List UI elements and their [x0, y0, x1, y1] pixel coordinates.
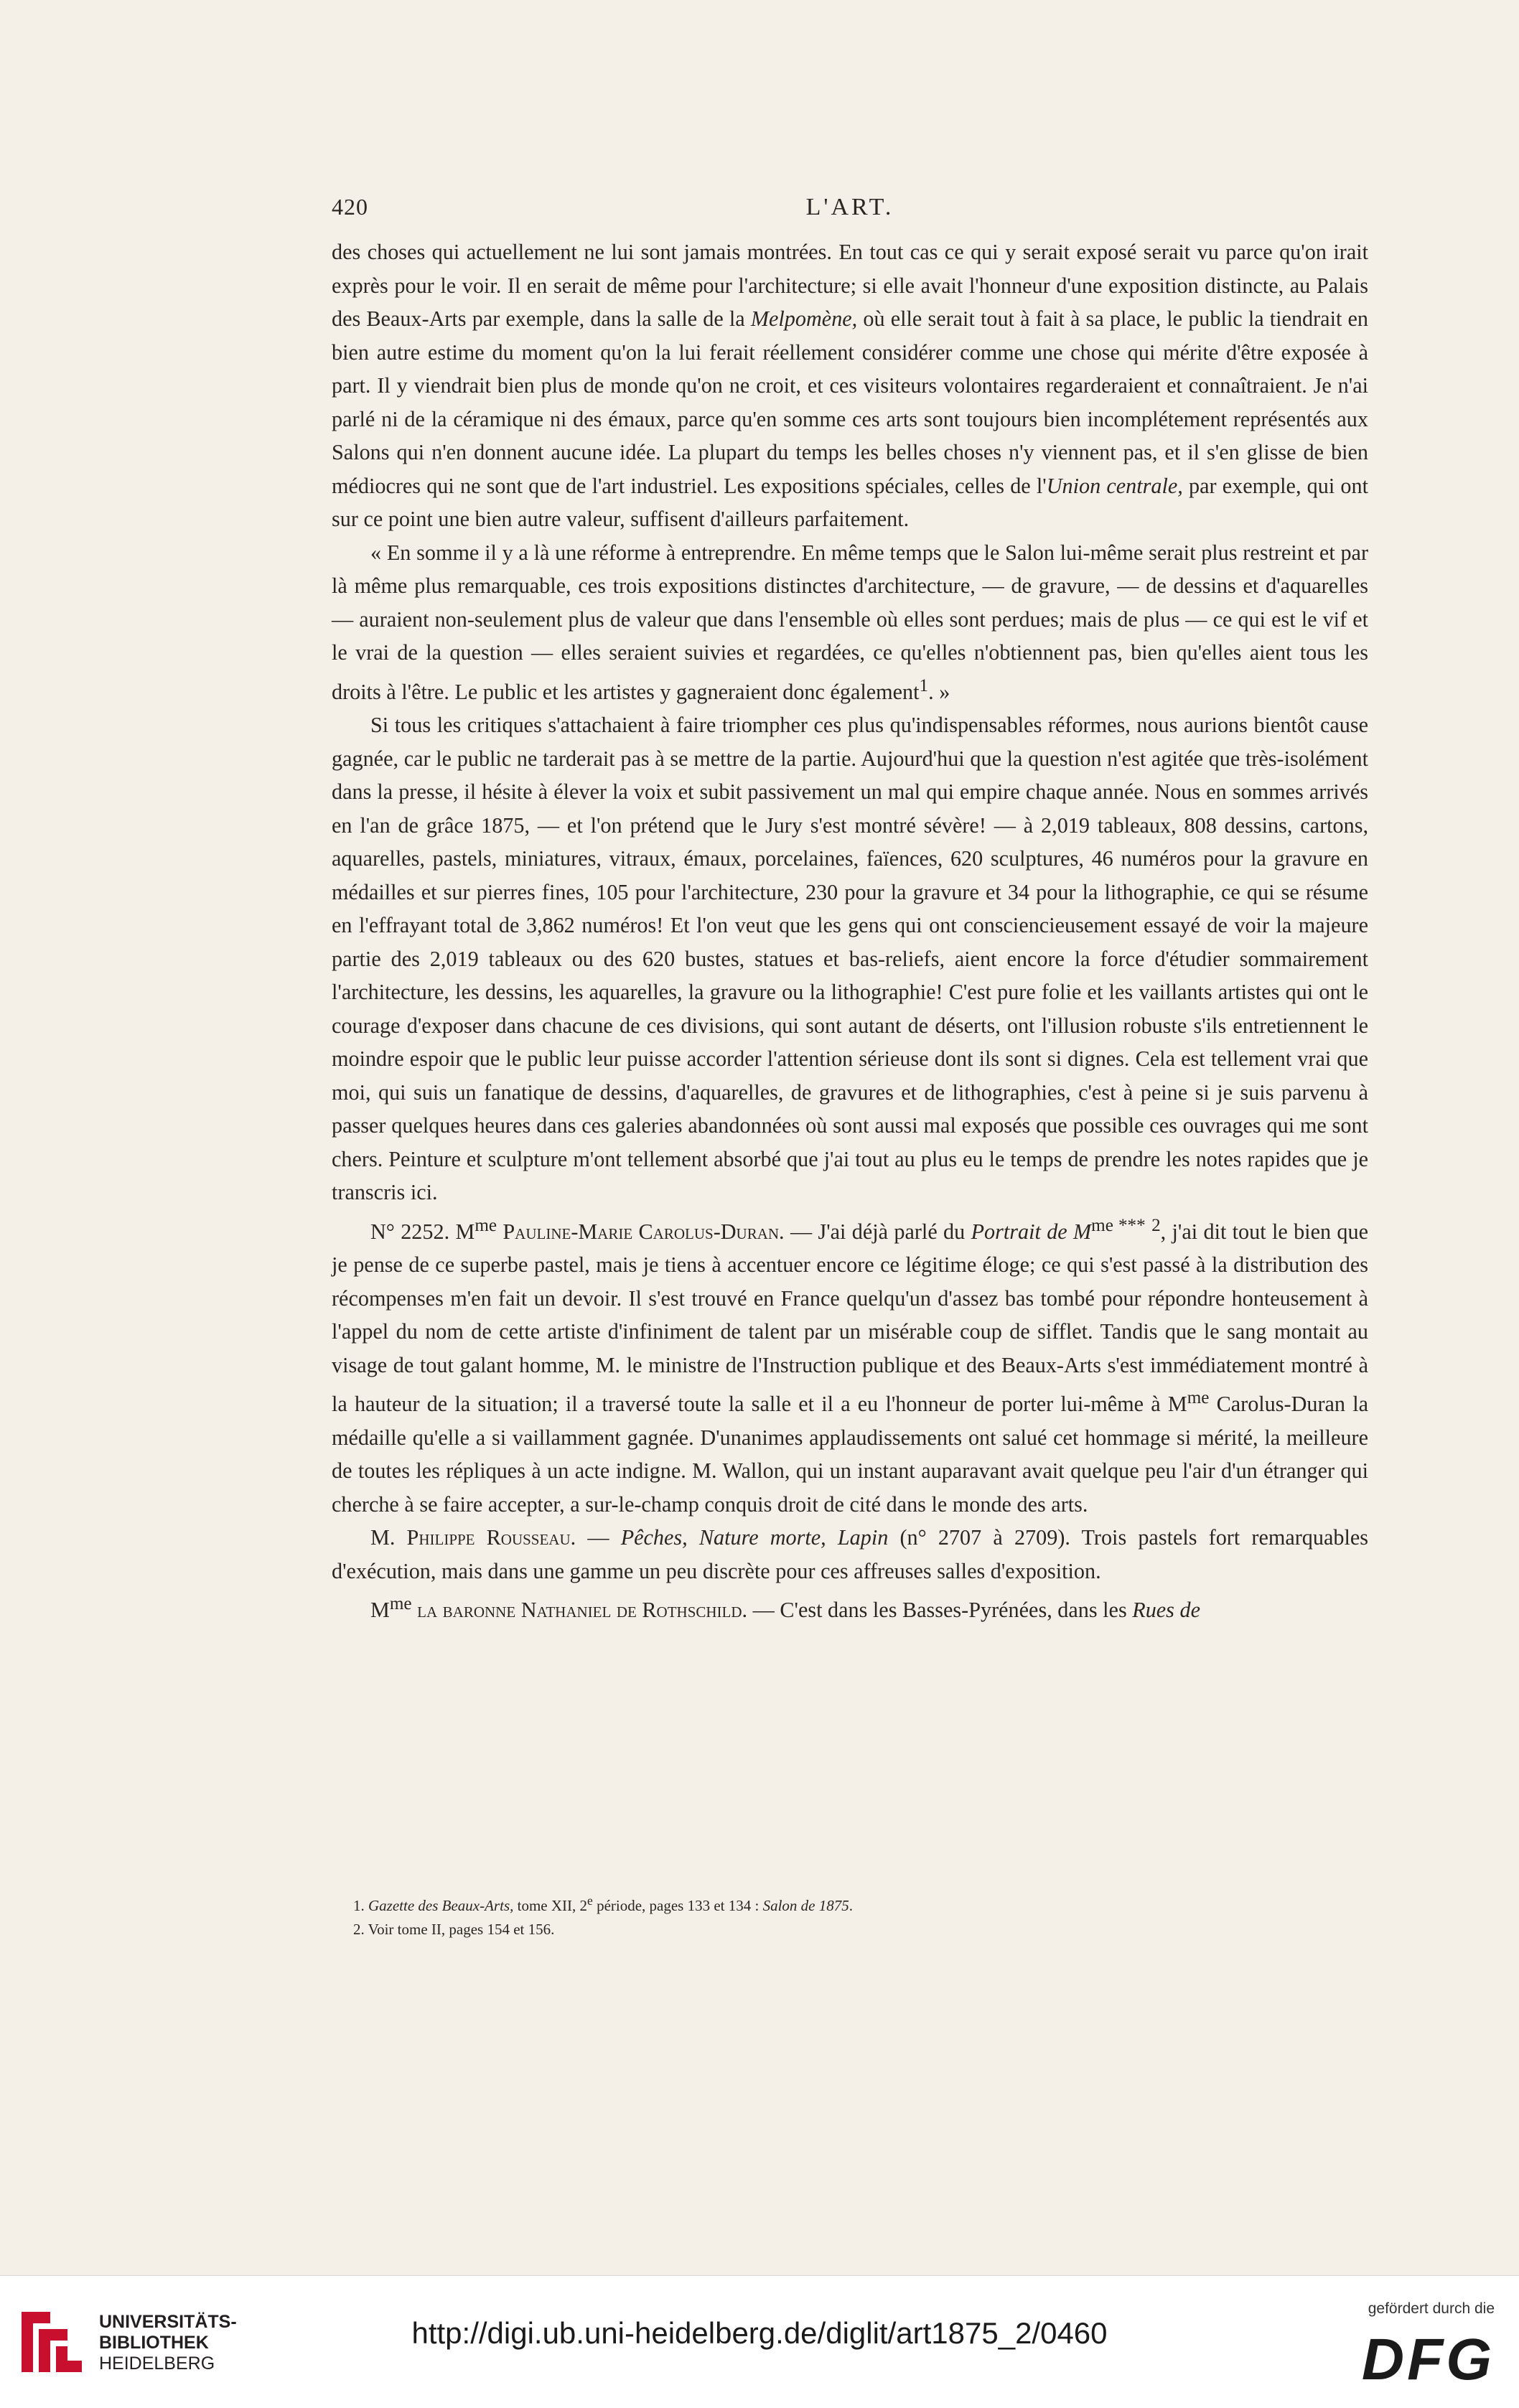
permalink-url[interactable]: http://digi.ub.uni-heidelberg.de/diglit/art1875_2/0460: [411, 2316, 1108, 2350]
italic-text: Rues de: [1132, 1598, 1200, 1623]
paragraph: [332, 1209, 1368, 1522]
text-run: par exemple, qui ont sur ce point une bien autre valeur, suffisent d'ailleurs parfaitement.: [332, 473, 1369, 531]
name-smallcaps: la baronne Nathaniel de Rothschild.: [417, 1598, 748, 1623]
name-smallcaps: Philippe Rousseau.: [406, 1525, 576, 1550]
funding-caption: gefördert durch die: [1368, 2300, 1495, 2317]
paragraph: [332, 536, 1368, 709]
text-run: « En somme il y a là une réforme à entreprendre. En même temps que le Salon lui-même serait plus restreint et par là même plus remarquable, ces trois expositions distinctes d'architecture, — de gravure, — de dessins et d'aquarelles — auraient non-seulement plus de valeur que dans l'ensemble où elles sont perdues; mais de plus — ce qui est le vif et le vrai de la question — elles seraient suivies et regardées, ce qu'elles n'obtiennent pas, bien qu'elles aient tous les droits à l'être. Le public et les artistes y gagneraient donc également: [332, 540, 1368, 704]
text-run: 2. Voir tome II, pages 154 et 156.: [353, 1921, 555, 1938]
text-run: M.: [370, 1525, 407, 1550]
italic-text: Melpomène,: [750, 306, 858, 331]
text-run: — J'ai déjà parlé du: [784, 1219, 971, 1244]
superscript: e: [587, 1893, 593, 1908]
italic-text: Salon de 1875: [762, 1897, 849, 1914]
text-run: .: [849, 1897, 853, 1914]
name-smallcaps: Pauline-Marie Carolus-Duran.: [503, 1219, 785, 1244]
footnotes: [353, 1889, 1358, 1941]
text-run: — C'est dans les Basses-Pyrénées, dans les: [747, 1598, 1133, 1623]
footnote: [353, 1889, 1358, 1918]
library-name-line: HEIDELBERG: [99, 2353, 215, 2374]
superscript: me: [475, 1215, 497, 1235]
article-body: [332, 235, 1368, 1627]
dfg-logo: DFG: [1361, 2327, 1495, 2392]
text-run: N° 2252. M: [370, 1219, 475, 1244]
italic-text: Union centrale,: [1046, 473, 1183, 498]
superscript: 1: [919, 675, 929, 695]
superscript: me ***: [1091, 1215, 1146, 1235]
text-run: Carolus-Duran la médaille qu'elle a si vaillamment gagnée. D'unanimes applaudissements ont salué cet hommage si mérité, la meilleure de toutes les répliques à un acte indigne. M. Wallon, qui un instant auparavant avait quelque peu l'air d'un étranger qui cherche à se faire accepter, a sur-le-champ conquis droit de cité dans le monde des arts.: [332, 1392, 1368, 1517]
paragraph: [332, 708, 1368, 1209]
text-run: des choses qui actuellement ne lui sont jamais montrées. En tout cas ce qui y serait exposé serait vu parce qu'on irait exprès pour le voir. Il en serait de même pour l'architecture; si elle avait l'honneur d'une exposition distincte, au Palais des Beaux-Arts par exemple, dans la salle de la: [332, 240, 1368, 331]
page-number: 420: [332, 194, 368, 220]
page-header: [332, 194, 1368, 228]
text-run: [412, 1598, 418, 1622]
text-run: 1.: [353, 1897, 368, 1914]
paragraph: [332, 235, 1368, 536]
superscript: me: [389, 1594, 412, 1614]
text-run: où elle serait tout à fait à sa place, le public la tiendrait en bien autre estime du moment qu'on la lui ferait réellement considérer comme une chose qui mérite d'être exposée à part. Il y viendrait bien plus de monde qu'on ne croit, et ces visiteurs volontaires regarderaient et connaîtraient. Je n'ai parlé ni de la céramique ni des émaux, parce qu'en somme ces arts sont toujours bien incomplétement représentés aux Salons qui n'en donnent aucune idée. La plupart du temps les belles choses n'y viennent pas, et il s'en glisse de bien médiocres qui ne sont que de l'art industriel. Les expositions spéciales, celles de l': [332, 306, 1369, 498]
italic-text: Pêches, Nature morte, Lapin: [620, 1525, 889, 1550]
library-name-line: UNIVERSITÄTS-: [99, 2312, 237, 2332]
digitization-footer: [0, 2275, 1519, 2408]
text-run: période, pages 133 et 134 :: [592, 1897, 763, 1914]
footnote: [353, 1918, 1358, 1941]
paragraph: [332, 1588, 1368, 1627]
superscript: 2: [1151, 1215, 1161, 1235]
text-run: . »: [928, 679, 950, 704]
text-run: Si tous les critiques s'attachaient à faire triompher ces plus qu'indispensables réformes, nous aurions bientôt cause gagnée, car le public ne tarderait pas à se mettre de la partie. Aujourd'hui que la question n'est agitée que très-isolément dans la presse, il hésite à élever la voix et subit passivement un mal qui empire chaque année. Nous en sommes arrivés en l'an de grâce 1875, — et l'on prétend que le Jury s'est montré sévère! — à 2,019 tableaux, 808 dessins, cartons, aquarelles, pastels, miniatures, vitraux, émaux, porcelaines, faïences, 620 sculptures, 46 numéros pour la gravure en médailles et sur pierres fines, 105 pour l'architecture, 230 pour la gravure et 34 pour la lithographie, ce qui se résume en l'effrayant total de 3,862 numéros! Et l'on veut que les gens qui ont consciencieusement essayé de voir la majeure partie des 2,019 tableaux ou des 620 bustes, statues et bas-reliefs, aient encore la force d'étudier sommairement l'architecture, les dessins, les aquarelles, la gravure ou la lithographie! C'est pure folie et les vaillants artistes qui ont le courage d'exposer dans chacune de ces divisions, qui sont autant de déserts, ont l'illusion robuste s'ils entretiennent le moindre espoir que le public leur puisse accorder l'attention sérieuse dont ils sont si dignes. Cela est tellement vrai que moi, qui suis un fanatique de dessins, d'aquarelles, de gravures et de lithographies, c'est à peine si je suis parvenu à passer quelques heures dans ces galeries abandonnées où sont aussi mal exposés que possible ces ouvrages qui me sont chers. Peinture et sculpture m'ont tellement absorbé que j'ai tout au plus eu le temps de prendre les notes rapides que je transcris ici.: [332, 713, 1368, 1205]
text-run: , j'ai dit tout le bien que je pense de ce superbe pastel, mais je tiens à accentuer encore ce légitime éloge; ce qui s'est passé à la distribution des récompenses m'en fait un devoir. Il s'est trouvé en France quelqu'un d'assez bas tombé pour répondre honteusement à l'appel du nom de cette artiste d'infiniment de talent par un misérable coup de sifflet. Tandis que le sang montait au visage de tout galant homme, M. le ministre de l'Instruction publique et des Beaux-Arts s'est immédiatement montré à la hauteur de la situation; il a traversé toute la salle et il a eu l'honneur de porter lui-même à M: [332, 1219, 1368, 1417]
text-run: [1146, 1219, 1151, 1244]
superscript: me: [1187, 1388, 1210, 1408]
text-run: M: [370, 1598, 390, 1623]
italic-text: Portrait de M: [971, 1219, 1092, 1244]
paragraph: [332, 1521, 1368, 1588]
running-title: L'ART.: [805, 194, 894, 220]
library-name-line: BIBLIOTHEK: [99, 2333, 209, 2353]
text-run: tome XII, 2: [513, 1897, 588, 1914]
text-run: (n° 2707 à 2709). Trois pastels fort remarquables d'exécution, mais dans une gamme un peu discrète pour ces affreuses salles d'exposition.: [332, 1525, 1368, 1583]
italic-text: Gazette des Beaux-Arts,: [368, 1897, 514, 1914]
text-run: —: [576, 1525, 621, 1550]
